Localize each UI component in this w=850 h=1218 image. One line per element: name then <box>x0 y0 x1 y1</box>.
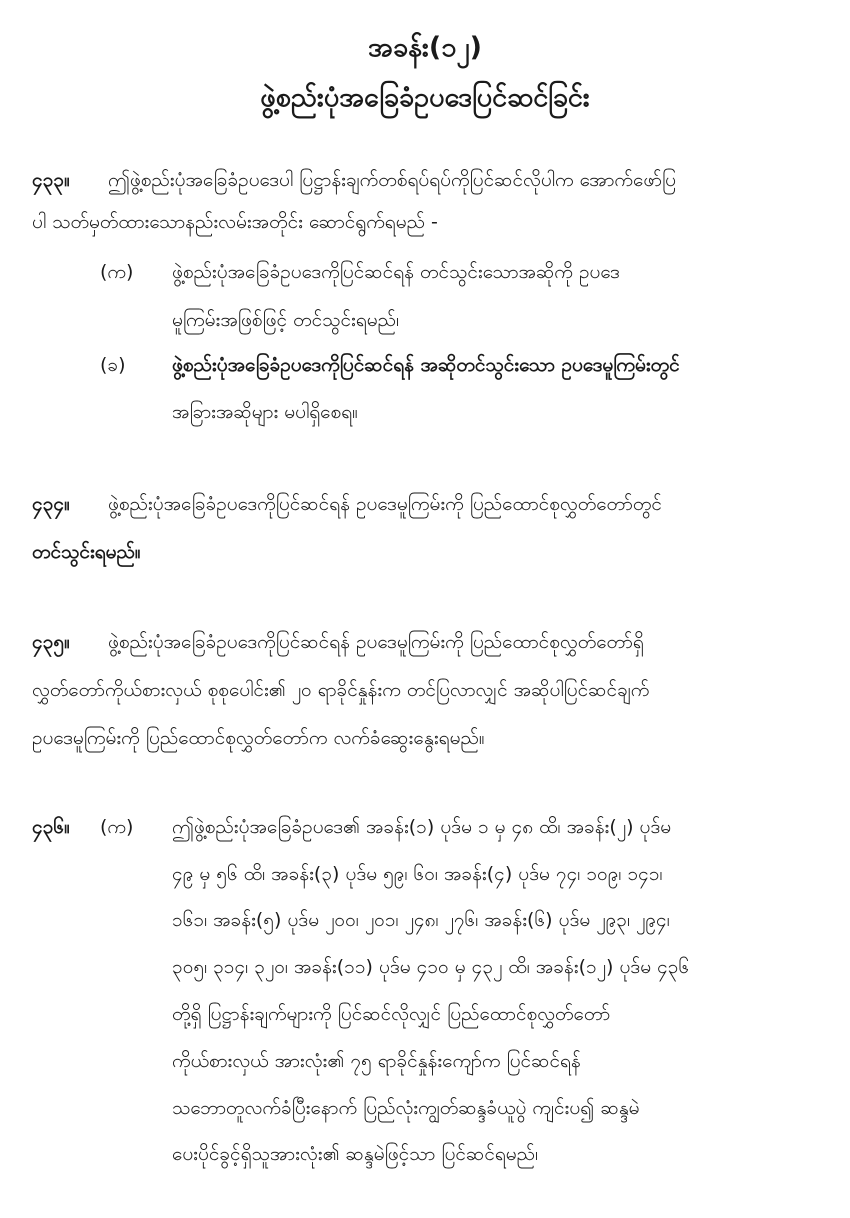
section-434-line-1: ဖွဲ့စည်းပုံအခြေခံဥပဒေကိုပြင်ဆင်ရန် ဥပဒေမူကြမ်းကို ပြည်ထောင်စုလွှတ်တော်တွင် <box>108 493 662 515</box>
section-434-line-2: တင်သွင်းရမည်။ <box>32 541 141 563</box>
section-436-clause-a-line: ၄၉ မှ ၅၆ ထိ၊ အခန်း(၃) ပုဒ်မ ၅၉၊ ၆၀၊ အခန်း(၄) ပုဒ်မ ၇၄၊ ၁၀၉၊ ၁၄၁၊ <box>172 863 663 885</box>
section-436-number: ၄၃၆။ <box>32 816 70 838</box>
section-436-clause-a-line: ပေးပိုင်ခွင့်ရှိသူအားလုံး၏ ဆန္ဒမဲဖြင့်သာ ပြင်ဆင်ရမည်၊ <box>172 1143 538 1165</box>
section-433-clause-b-line-2: အခြားအဆိုများ မပါရှိစေရ။ <box>172 401 358 423</box>
section-436-clause-a-line: ၁၆၁၊ အခန်း(၅) ပုဒ်မ ၂၀၀၊ ၂၀၁၊ ၂၄၈၊ ၂၇၆၊ အခန်း(၆) ပုဒ်မ ၂၉၃၊ ၂၉၄၊ <box>172 909 670 931</box>
section-433-clause-a-label: (က) <box>100 261 134 283</box>
section-436-clause-a-line: သဘောတူလက်ခံပြီးနောက် ပြည်လုံးကျွတ်ဆန္ဒခံယူပွဲ ကျင်းပ၍ ဆန္ဒမဲ <box>172 1097 640 1119</box>
section-436-clause-a-line: ဤဖွဲ့စည်းပုံအခြေခံဥပဒေ၏ အခန်း(၁) ပုဒ်မ ၁ မှ ၄၈ ထိ၊ အခန်း(၂) ပုဒ်မ <box>172 816 672 838</box>
section-433-clause-b-line-1: ဖွဲ့စည်းပုံအခြေခံဥပဒေကိုပြင်ဆင်ရန် အဆိုတင်သွင်းသော ဥပဒေမူကြမ်းတွင် <box>172 354 680 376</box>
chapter-title: ဖွဲ့စည်းပုံအခြေခံဥပဒေပြင်ဆင်ခြင်း <box>260 82 590 113</box>
section-436-clause-a-label: (က) <box>100 816 134 838</box>
section-433-clause-a-line-2: မူကြမ်းအဖြစ်ဖြင့် တင်သွင်းရမည်၊ <box>172 309 400 331</box>
section-436-clause-a-line: ၃၀၅၊ ၃၁၄၊ ၃၂၀၊ အခန်း(၁၁) ပုဒ်မ ၄၁၀ မှ ၄၃၂ ထိ၊ အခန်း(၁၂) ပုဒ်မ ၄၃၆ <box>172 956 690 978</box>
section-436-clause-a-line: ကိုယ်စားလှယ် အားလုံး၏ ၇၅ ရာခိုင်နှုန်းကျော်က ပြင်ဆင်ရန် <box>172 1050 581 1072</box>
section-435-line-2: လွှတ်တော်ကိုယ်စားလှယ် စုစုပေါင်း၏ ၂၀ ရာခိုင်နှုန်းက တင်ပြလာလျှင် အဆိုပါပြင်ဆင်ချက် <box>32 679 650 701</box>
section-433-line-2: ပါ သတ်မှတ်ထားသောနည်းလမ်းအတိုင်း ဆောင်ရွက်ရမည် - <box>32 211 438 233</box>
section-433-clause-b-label: (ခ) <box>100 354 126 376</box>
section-433-number: ၄၃၃။ <box>32 169 70 191</box>
section-436-clause-a-line: တို့ရှိ ပြဋ္ဌာန်းချက်များကို ပြင်ဆင်လိုလျှင် ပြည်ထောင်စုလွှတ်တော် <box>172 1003 611 1025</box>
section-434-number: ၄၃၄။ <box>32 493 70 515</box>
section-433-clause-a-line-1: ဖွဲ့စည်းပုံအခြေခံဥပဒေကိုပြင်ဆင်ရန် တင်သွင်းသောအဆိုကို ဥပဒေ <box>172 261 620 283</box>
section-435-line-1: ဖွဲ့စည်းပုံအခြေခံဥပဒေကိုပြင်ဆင်ရန် ဥပဒေမူကြမ်းကို ပြည်ထောင်စုလွှတ်တော်ရှိ <box>108 631 644 653</box>
section-435-number: ၄၃၅။ <box>32 631 70 653</box>
chapter-number: အခန်း(၁၂) <box>368 32 482 63</box>
section-435-line-3: ဥပဒေမူကြမ်းကို ပြည်ထောင်စုလွှတ်တော်က လက်ခံဆွေးနွေးရမည်။ <box>32 727 485 749</box>
section-433-line-1: ဤဖွဲ့စည်းပုံအခြေခံဥပဒေပါ ပြဋ္ဌာန်းချက်တစ်ရပ်ရပ်ကိုပြင်ဆင်လိုပါက အောက်ဖော်ပြ <box>108 169 677 191</box>
